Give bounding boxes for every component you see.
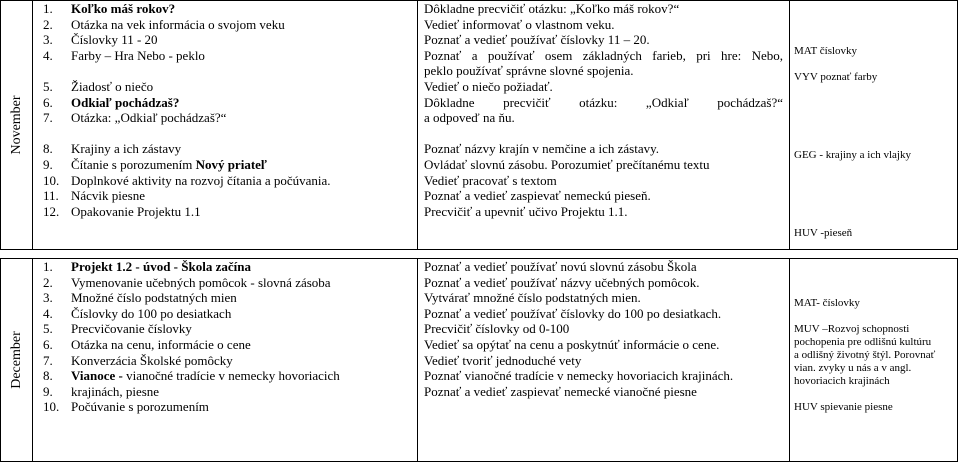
topic-number: 8. bbox=[43, 368, 53, 384]
topic-item bbox=[33, 259, 417, 275]
topic-text-part: Precvičovanie číslovky bbox=[71, 321, 192, 337]
goal-line: Poznať a vedieť používať názvy učebných pomôcok. bbox=[424, 274, 700, 290]
topic-text-part: Koľko máš rokov? bbox=[71, 1, 176, 16]
cross-curricular-line: HUV -pieseň bbox=[794, 227, 853, 239]
goal-line: Poznať vianočné tradície v nemecky hovoriacich krajinách. bbox=[424, 368, 734, 384]
topic-text bbox=[71, 337, 417, 353]
topic-item bbox=[33, 275, 417, 291]
topic-number: 1. bbox=[43, 1, 53, 16]
topic-text-part: krajinách, piesne bbox=[71, 383, 160, 399]
topic-item bbox=[33, 79, 417, 95]
topic-text bbox=[71, 48, 417, 64]
topic-text-part: Otázka: „Odkiaľ pochádzaš?“ bbox=[71, 110, 227, 126]
goals-cell bbox=[418, 1, 790, 250]
topic-text-part: Číslovky do 100 po desiatkach bbox=[71, 305, 232, 321]
topic-item bbox=[33, 384, 417, 400]
topics-cell bbox=[33, 259, 418, 462]
goals-cell bbox=[418, 259, 790, 462]
topic-item bbox=[33, 95, 417, 111]
goal-line: Poznať a vedieť používať číslovky do 100 po desiatkach. bbox=[424, 305, 722, 321]
topic-item bbox=[33, 399, 417, 415]
topic-text-part: Odkiaľ pochádzaš? bbox=[71, 94, 180, 110]
topic-text-part: Číslovky 11 - 20 bbox=[71, 32, 158, 48]
topic-text bbox=[71, 188, 417, 204]
cross-curricular-note bbox=[794, 227, 852, 240]
topic-number: 6. bbox=[43, 94, 53, 110]
topic-text bbox=[71, 353, 417, 369]
goal-line: Vedieť sa opýtať na cenu a poskytnúť informácie o cene. bbox=[424, 336, 720, 352]
topic-item bbox=[33, 306, 417, 322]
cross-curricular-note bbox=[794, 297, 860, 310]
goal-line: Poznať a vedieť používať novú slovnú zásobu Škola bbox=[424, 259, 697, 274]
topic-text bbox=[71, 141, 417, 157]
topic-number: 9. bbox=[43, 156, 53, 172]
goal-line: Ovládať slovnú zásobu. Porozumieť prečítanému textu bbox=[424, 156, 710, 172]
cross-curricular-cell bbox=[790, 259, 958, 462]
topic-text bbox=[71, 368, 417, 384]
topic-text bbox=[71, 95, 417, 111]
cross-curricular-line: vian. zvyky u nás a v angl. bbox=[794, 362, 912, 374]
topic-item bbox=[33, 1, 417, 17]
topic-text bbox=[71, 306, 417, 322]
topic-number: 9. bbox=[43, 383, 53, 399]
topic-text bbox=[71, 290, 417, 306]
goal-line: peklo používať správne slovné spojenia. bbox=[424, 63, 634, 79]
topic-item bbox=[33, 110, 417, 126]
topic-number: 3. bbox=[43, 32, 53, 48]
topic-text bbox=[71, 275, 417, 291]
cross-curricular-line: MAT- číslovky bbox=[794, 297, 860, 309]
topic-text-part: Projekt 1.2 - úvod - Škola začína bbox=[71, 259, 251, 274]
goal-line: Vedieť o niečo požiadať. bbox=[424, 78, 553, 94]
topic-text-part: Opakovanie Projektu 1.1 bbox=[71, 203, 201, 219]
topic-text-part: Nácvik piesne bbox=[71, 188, 146, 204]
topic-text-part: Nový priateľ bbox=[195, 156, 268, 172]
topic-item bbox=[33, 157, 417, 173]
goal-line: Poznať a vedieť zaspievať nemecké vianočné piesne bbox=[424, 383, 697, 399]
topic-text-part: vianočné tradície v nemecky hovoriacich bbox=[122, 368, 340, 384]
topic-item bbox=[33, 321, 417, 337]
topic-text bbox=[71, 1, 417, 17]
cross-curricular-note bbox=[794, 323, 935, 388]
topic-number: 2. bbox=[43, 274, 53, 290]
topic-text-part: Konverzácia Školské pomôcky bbox=[71, 352, 233, 368]
topic-number: 6. bbox=[43, 336, 53, 352]
cross-curricular-line: HUV spievanie piesne bbox=[794, 401, 893, 413]
cross-curricular-cell bbox=[790, 1, 958, 250]
topic-text-part: Farby – Hra Nebo - peklo bbox=[71, 47, 205, 63]
cross-curricular-line: MAT číslovky bbox=[794, 45, 858, 57]
goal-line: Vedieť tvoriť jednoduché vety bbox=[424, 352, 582, 368]
cross-curricular-line: pochopenia pre odlišnú kultúru bbox=[794, 336, 932, 348]
topic-text bbox=[71, 173, 417, 189]
spacer bbox=[33, 63, 417, 79]
separator-cell bbox=[1, 250, 958, 259]
month-row bbox=[1, 1, 958, 250]
topic-text-part: Doplnkové aktivity na rozvoj čítania a počúvania. bbox=[71, 172, 331, 188]
cross-curricular-note bbox=[794, 45, 857, 58]
goal-line: Dôkladne precvičiť otázku: „Koľko máš rokov?“ bbox=[424, 1, 680, 16]
topic-text bbox=[71, 32, 417, 48]
topic-number: 3. bbox=[43, 290, 53, 306]
topic-text-part: Otázka na cenu, informácie o cene bbox=[71, 336, 251, 352]
topic-text bbox=[71, 79, 417, 95]
month-label: December bbox=[8, 331, 24, 389]
topic-text bbox=[71, 157, 417, 173]
cross-curricular-line: hovoriacich krajinách bbox=[794, 375, 890, 387]
topic-number: 8. bbox=[43, 141, 53, 157]
topic-text-part: Počúvanie s porozumením bbox=[71, 399, 209, 415]
topic-text-part: Čítanie s porozumením bbox=[71, 156, 196, 172]
topics-cell bbox=[33, 1, 418, 250]
goal-line: Vedieť informovať o vlastnom veku. bbox=[424, 16, 615, 32]
topic-item bbox=[33, 353, 417, 369]
topic-item bbox=[33, 141, 417, 157]
topic-text-part: Vymenovanie učebných pomôcok - slovná zásoba bbox=[71, 274, 331, 290]
spacer bbox=[33, 126, 417, 142]
topic-text bbox=[71, 204, 417, 220]
topic-number: 7. bbox=[43, 110, 53, 126]
topic-item bbox=[33, 337, 417, 353]
topic-item bbox=[33, 368, 417, 384]
cross-curricular-note bbox=[794, 401, 893, 414]
topic-text-part: Žiadosť o niečo bbox=[71, 78, 154, 94]
topic-number: 5. bbox=[43, 78, 53, 94]
topic-text bbox=[71, 399, 417, 415]
topic-number: 5. bbox=[43, 321, 53, 337]
topic-number: 1. bbox=[43, 259, 53, 274]
month-label: November bbox=[8, 95, 24, 155]
topic-item bbox=[33, 17, 417, 33]
topic-text-part: Vianoce - bbox=[71, 368, 123, 384]
goal-line: Poznať názvy krajín v nemčine a ich zástavy. bbox=[424, 141, 660, 157]
topic-item bbox=[33, 173, 417, 189]
topic-number: 10. bbox=[43, 172, 60, 188]
cross-curricular-line: a odlišný životný štýl. Porovnať bbox=[794, 349, 936, 361]
goal-line: Precvičiť číslovky od 0-100 bbox=[424, 321, 570, 337]
topic-item bbox=[33, 290, 417, 306]
topic-text-part: Otázka na vek informácia o svojom veku bbox=[71, 16, 285, 32]
topic-number: 12. bbox=[43, 203, 60, 219]
goal-line: Poznať a vedieť používať číslovky 11 – 20. bbox=[424, 32, 650, 48]
month-cell bbox=[1, 259, 33, 462]
spacer bbox=[424, 126, 783, 142]
cross-curricular-line: MUV –Rozvoj schopnosti bbox=[794, 323, 910, 335]
goal-line: Precvičiť a upevniť učivo Projektu 1.1. bbox=[424, 203, 628, 219]
topic-number: 10. bbox=[43, 399, 60, 415]
month-separator bbox=[1, 250, 958, 259]
goal-line: a odpoveď na ňu. bbox=[424, 110, 515, 126]
topic-item bbox=[33, 48, 417, 64]
topic-text bbox=[71, 259, 417, 275]
goal-line: Poznať a používať osem základných farieb, pri hre: Nebo, bbox=[424, 47, 783, 63]
topic-item bbox=[33, 32, 417, 48]
topic-text-part: Krajiny a ich zástavy bbox=[71, 141, 182, 157]
topic-text bbox=[71, 321, 417, 337]
topic-number: 11. bbox=[43, 188, 59, 204]
goal-line: Dôkladne precvičiť otázku: „Odkiaľ pochádzaš?“ bbox=[424, 94, 783, 110]
topic-text-part: Množné číslo podstatných mien bbox=[71, 290, 237, 306]
topic-item bbox=[33, 188, 417, 204]
goal-line: Vedieť pracovať s textom bbox=[424, 172, 557, 188]
cross-curricular-line: GEG - krajiny a ich vlajky bbox=[794, 149, 911, 161]
topic-text bbox=[71, 17, 417, 33]
topic-number: 7. bbox=[43, 352, 53, 368]
goal-line: Vytvárať množné číslo podstatných mien. bbox=[424, 290, 641, 306]
topic-number: 4. bbox=[43, 305, 53, 321]
goal-line: Poznať a vedieť zaspievať nemeckú pieseň. bbox=[424, 188, 651, 204]
topic-number: 4. bbox=[43, 47, 53, 63]
cross-curricular-note bbox=[794, 71, 877, 84]
topic-number: 2. bbox=[43, 16, 53, 32]
month-row bbox=[1, 259, 958, 462]
cross-curricular-note bbox=[794, 149, 911, 162]
cross-curricular-line: VYV poznať farby bbox=[794, 71, 878, 83]
topic-text bbox=[71, 110, 417, 126]
month-cell bbox=[1, 1, 33, 250]
topic-text bbox=[71, 384, 417, 400]
topic-item bbox=[33, 204, 417, 220]
